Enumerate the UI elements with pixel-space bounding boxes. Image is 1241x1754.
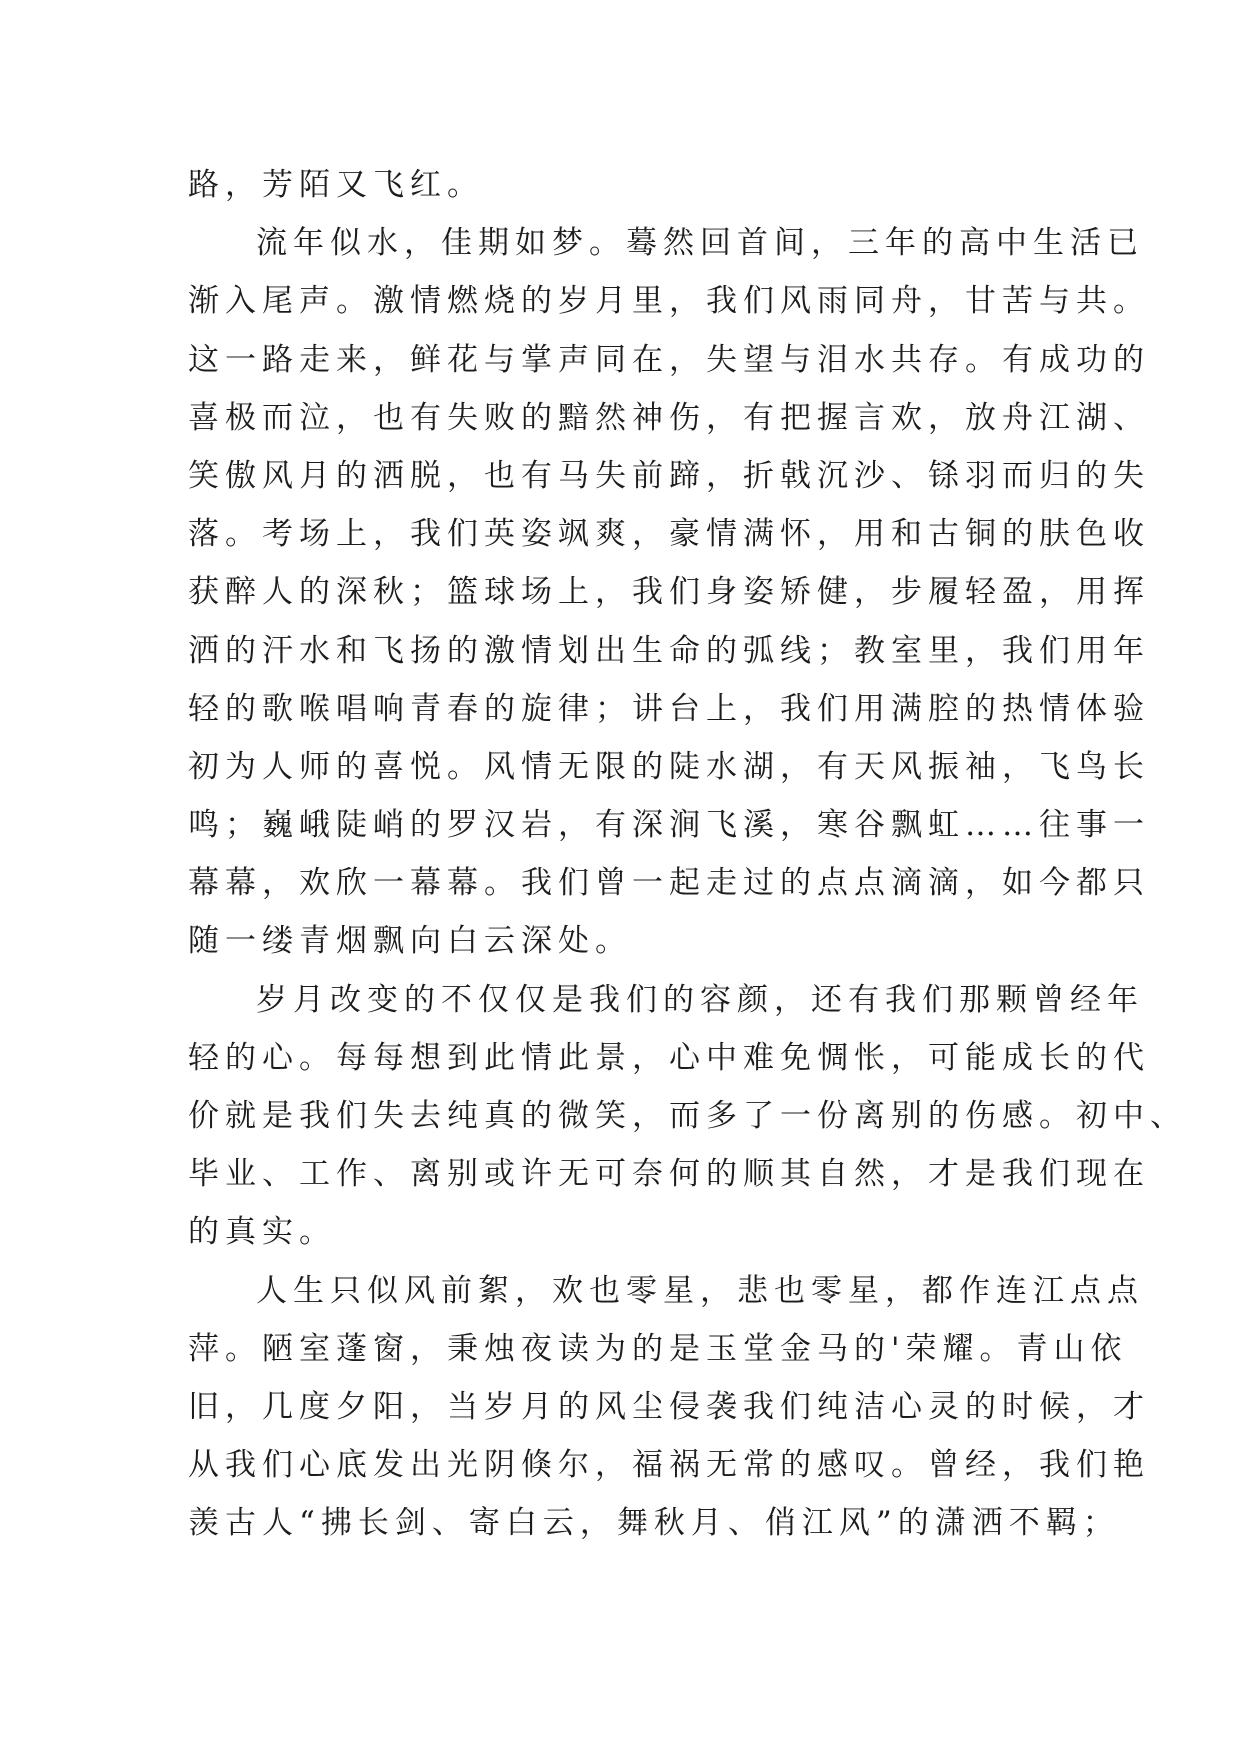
text-line: 岁月改变的不仅仅是我们的容颜，还有我们那颗曾经年	[256, 981, 1144, 1018]
text-line: 笑傲风月的洒脱，也有马失前蹄，折戟沉沙、铩羽而归的失	[188, 457, 1150, 494]
text-line: 这一路走来，鲜花与掌声同在，失望与泪水共存。有成功的	[188, 341, 1150, 378]
text-line: 轻的心。每每想到此情此景，心中难免惆怅，可能成长的代	[188, 1039, 1150, 1076]
text-line: 萍。陋室蓬窗，秉烛夜读为的是玉堂金马的'荣耀。青山依	[188, 1330, 1128, 1367]
text-line: 的真实。	[188, 1214, 336, 1251]
text-line: 初为人师的喜悦。风情无限的陡水湖，有天风振袖，飞鸟长	[188, 748, 1150, 785]
text-line: 获醉人的深秋；篮球场上，我们身姿矫健，步履轻盈，用挥	[188, 574, 1150, 611]
text-line: 落。考场上，我们英姿飒爽，豪情满怀，用和古铜的肤色收	[188, 516, 1150, 553]
text-line: 随一缕青烟飘向白云深处。	[188, 923, 632, 960]
text-line: 从我们心底发出光阴倏尔，福祸无常的感叹。曾经，我们艳	[188, 1447, 1150, 1484]
text-line: 路，芳陌又飞红。	[188, 167, 484, 203]
text-line: 人生只似风前絮，欢也零星，悲也零星，都作连江点点	[256, 1272, 1144, 1309]
text-line: 流年似水，佳期如梦。蓦然回首间，三年的高中生活已	[256, 225, 1144, 262]
text-line: 毕业、工作、离别或许无可奈何的顺其自然，才是我们现在	[188, 1156, 1150, 1193]
body-text	[188, 156, 1187, 1553]
text-line: 旧，几度夕阳，当岁月的风尘侵袭我们纯洁心灵的时候，才	[188, 1388, 1150, 1425]
text-line: 羡古人“拂长剑、寄白云，舞秋月、俏江风”的潇洒不羁；	[188, 1505, 1120, 1542]
text-line: 洒的汗水和飞扬的激情划出生命的弧线；教室里，我们用年	[188, 632, 1150, 669]
text-line: 渐入尾声。激情燃烧的岁月里，我们风雨同舟，甘苦与共。	[188, 283, 1150, 320]
text-line: 轻的歌喉唱响青春的旋律；讲台上，我们用满腔的热情体验	[188, 690, 1150, 727]
text-line: 鸣；巍峨陡峭的罗汉岩，有深涧飞溪，寒谷飘虹……往事一	[188, 807, 1150, 844]
text-line: 价就是我们失去纯真的微笑，而多了一份离别的伤感。初中、	[188, 1098, 1187, 1134]
text-line: 幕幕，欢欣一幕幕。我们曾一起走过的点点滴滴，如今都只	[188, 865, 1150, 902]
text-line: 喜极而泣，也有失败的黯然神伤，有把握言欢，放舟江湖、	[188, 399, 1150, 436]
